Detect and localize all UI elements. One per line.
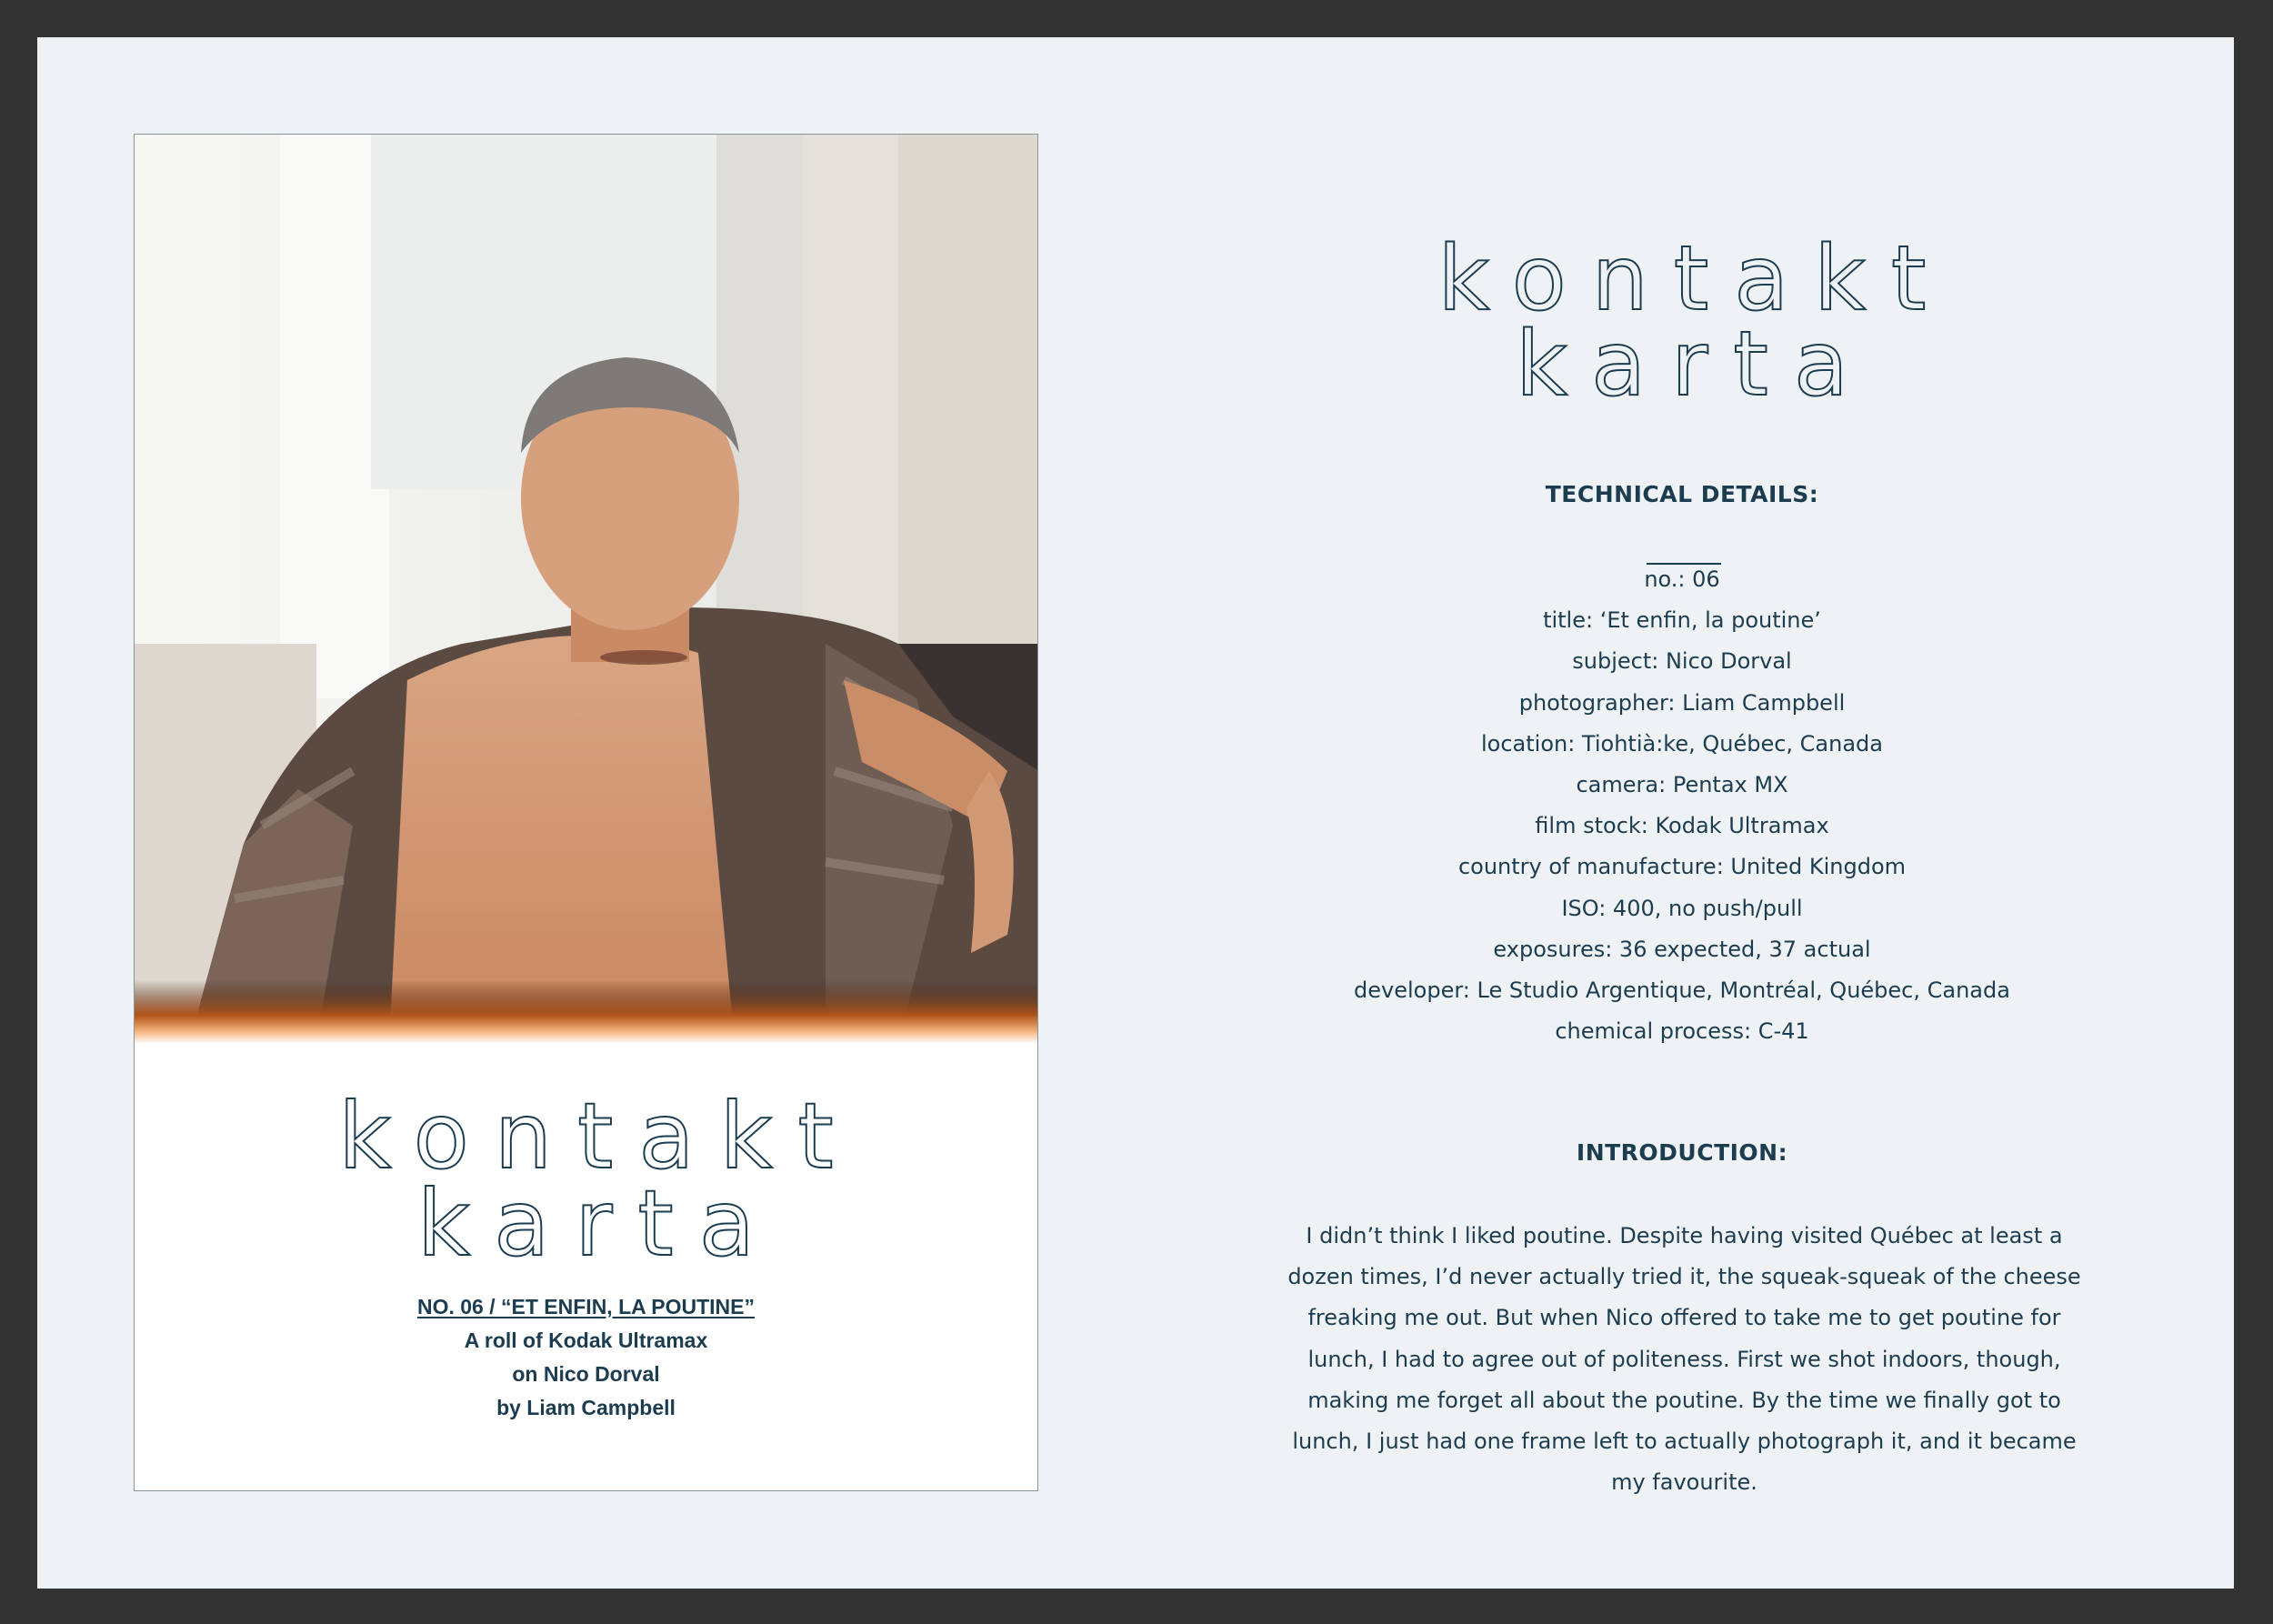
cover-card bbox=[134, 134, 1038, 1491]
detail-number: no.: 06 bbox=[1644, 566, 1720, 592]
issue-label: NO. 06 / “ET ENFIN, LA POUTINE” bbox=[416, 1295, 756, 1318]
technical-details-list bbox=[1227, 559, 2137, 1052]
detail-title: title: ‘Et enfin, la poutine’ bbox=[1543, 607, 1821, 634]
introduction-text: I didn’t think I liked poutine. Despite having visited Québec at least a dozen times, I’d never actually tried it, the squeak-squeak of the cheese freaking me out. But when Nico offered to take me to get poutine for lunch, I had to agree out of politeness. First we shot indoors, though, making me forget all about the poutine. By the time we finally got to lunch, I just had one frame left to actually photograph it, and it became my favourite. bbox=[1287, 1223, 2081, 1496]
cover-issue-line bbox=[135, 1290, 1037, 1324]
cover-photographer-line: by Liam Campbell bbox=[496, 1396, 676, 1419]
detail-country: country of manufacture: United Kingdom bbox=[1457, 854, 1907, 880]
cover-title-line2: karta bbox=[416, 1170, 781, 1277]
detail-camera: camera: Pentax MX bbox=[1576, 772, 1788, 798]
cover-title-line1: kontakt bbox=[338, 1083, 859, 1189]
detail-photographer: photographer: Liam Campbell bbox=[1518, 689, 1846, 716]
detail-location: location: Tiohtià:ke, Québec, Canada bbox=[1480, 730, 1883, 757]
introduction-heading: INTRODUCTION: bbox=[1576, 1139, 1788, 1166]
detail-subject: subject: Nico Dorval bbox=[1572, 648, 1792, 675]
technical-details-heading: TECHNICAL DETAILS: bbox=[1545, 481, 1819, 507]
detail-chemical-process: chemical process: C-41 bbox=[1555, 1018, 1809, 1045]
header-title-line2: karta bbox=[1516, 313, 1874, 416]
detail-exposures: exposures: 36 expected, 37 actual bbox=[1493, 936, 1871, 962]
cover-roll-line: A roll of Kodak Ultramax bbox=[464, 1328, 708, 1352]
detail-film-stock: film stock: Kodak Ultramax bbox=[1535, 813, 1829, 839]
detail-iso: ISO: 400, no push/pull bbox=[1561, 895, 1803, 921]
header-title-line1: kontakt bbox=[1437, 227, 1952, 331]
cover-subject-line: on Nico Dorval bbox=[512, 1362, 660, 1386]
portrait-illustration bbox=[135, 135, 1038, 1044]
portrait-photo bbox=[135, 135, 1038, 1044]
detail-developer: developer: Le Studio Argentique, Montréal, Québec, Canada bbox=[1354, 977, 2010, 1004]
